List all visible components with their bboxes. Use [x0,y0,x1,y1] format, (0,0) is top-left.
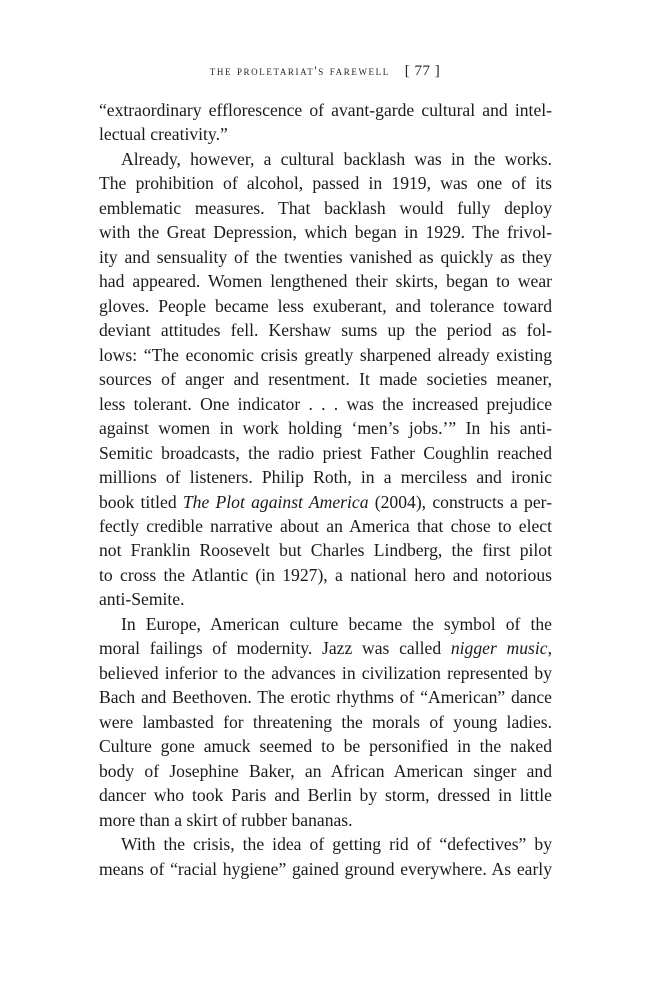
text-segment: were lambasted for threatening the morals of young ladies. [99,711,552,732]
text-line [99,783,552,807]
text-line [99,661,552,685]
text-line [99,367,552,391]
text-segment: In Europe, American culture became the symbol of the [121,613,552,634]
text-segment: body of Josephine Baker, an African American singer and [99,760,552,781]
text-segment: Semitic broadcasts, the radio priest Father Coughlin reached [99,442,552,463]
text-line [99,220,552,244]
text-segment: emblematic measures. That backlash would fully deploy [99,197,552,218]
text-line [99,318,552,342]
text-line [99,245,552,269]
text-segment: to cross the Atlantic (in 1927), a national hero and notorious [99,564,552,585]
text-segment: With the crisis, the idea of getting rid of “defectives” by [121,834,552,855]
text-line [99,710,552,734]
text-line [99,392,552,416]
text-segment: anti-Semite. [99,589,185,610]
text-segment: lows: “The economic crisis greatly sharpened already existing [99,344,552,365]
text-line [99,636,552,660]
text-line [99,147,552,171]
text-segment: means of “racial hygiene” gained ground everywhere. As early [99,858,552,879]
text-segment: not Franklin Roosevelt but Charles Lindberg, the first pilot [99,540,552,561]
italic-text: nigger music [450,638,548,659]
running-head [0,63,650,80]
text-segment: dancer who took Paris and Berlin by storm, dressed in little [99,785,552,806]
text-line [99,612,552,636]
text-segment: Culture gone amuck seemed to be personified in the naked [99,736,552,757]
text-segment: The prohibition of alcohol, passed in 1919, was one of its [99,173,552,194]
text-line [99,343,552,367]
text-line [99,490,552,514]
text-segment: fectly credible narrative about an America that chose to elect [99,515,552,536]
text-segment: (2004), constructs a per- [368,491,552,512]
text-line [99,171,552,195]
text-segment: , [547,638,552,659]
text-segment: “extraordinary efflorescence of avant-garde cultural and intel- [99,100,552,120]
italic-text: The Plot against America [182,491,369,512]
text-line [99,857,552,881]
text-line [99,538,552,562]
text-segment: lectual creativity.” [99,124,228,145]
text-line [99,759,552,783]
text-segment: ity and sensuality of the twenties vanished as quickly as they [99,246,552,267]
text-segment: gloves. People became less exuberant, and tolerance toward [99,295,552,316]
text-line [99,734,552,758]
text-line [99,122,552,146]
text-line [99,808,552,832]
text-line [99,563,552,587]
text-segment: deviant attitudes fell. Kershaw sums up the period as fol- [99,320,552,341]
text-line [99,832,552,856]
text-line [99,416,552,440]
text-segment: Already, however, a cultural backlash was in the works. [121,148,552,169]
text-segment: book titled [99,491,183,512]
text-line [99,465,552,489]
text-segment: moral failings of modernity. Jazz was called [99,638,451,659]
running-head-title: the proletariat's farewell [209,63,390,78]
text-segment: more than a skirt of rubber bananas. [99,809,353,830]
text-segment: sources of anger and resentment. It made societies meaner, [99,369,552,390]
text-segment: millions of listeners. Philip Roth, in a merciless and ironic [99,467,552,488]
text-line [99,685,552,709]
text-segment: believed inferior to the advances in civilization represented by [99,662,552,683]
text-line [99,269,552,293]
text-segment: against women in work holding ‘men’s jobs.’” In his anti- [99,418,552,439]
body-text [99,98,552,881]
text-segment: with the Great Depression, which began in 1929. The frivol- [99,222,552,243]
text-line [99,294,552,318]
text-line [99,98,552,122]
text-segment: Bach and Beethoven. The erotic rhythms of “American” dance [99,687,552,708]
text-line [99,514,552,538]
text-line [99,441,552,465]
text-segment: had appeared. Women lengthened their skirts, began to wear [99,271,552,292]
text-line [99,196,552,220]
text-line [99,587,552,611]
text-segment: less tolerant. One indicator . . . was the increased prejudice [99,393,552,414]
page-number: [ 77 ] [404,63,441,79]
